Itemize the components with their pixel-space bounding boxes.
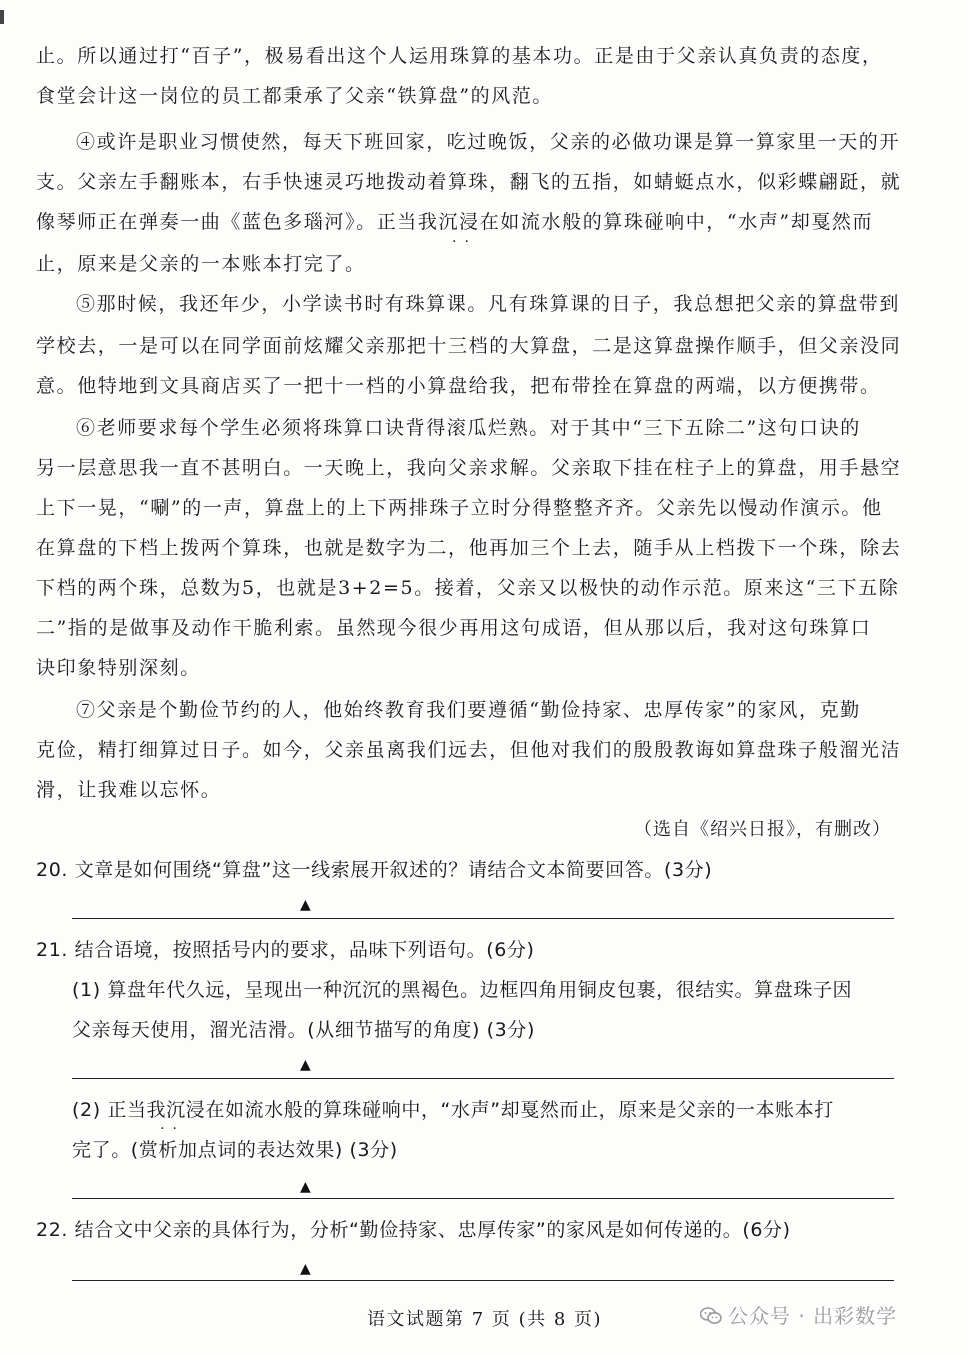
paragraph-7-start: ⑦父亲是个勤俭节约的人，他始终教育我们要遵循“勤俭持家、忠厚传家”的家风，克勤 (76, 699, 861, 721)
passage-line: 另一层意思我一直不甚明白。一天晚上，我向父亲求解。父亲取下挂在柱子上的算盘，用手悬空 (36, 457, 902, 479)
passage-line: 在算盘的下档上拨两个算珠，也就是数字为二，他再加三个上去，随手从上档拨下一个珠，除去 (36, 537, 902, 559)
passage-line: 下档的两个珠，总数为5，也就是3+2=5。接着，父亲又以极快的动作示范。原来这“三下五除 (36, 577, 900, 599)
passage-source: （选自《绍兴日报》，有删改） (634, 819, 891, 840)
question-21-part-2-cont: 完了。(赏析加点词的表达效果) (3分) (72, 1139, 398, 1161)
question-22: 22. 结合文中父亲的具体行为，分析“勤俭持家、忠厚传家”的家风是如何传递的。(6分) (36, 1219, 791, 1241)
question-21-part-1: (1) 算盘年代久远，呈现出一种沉沉的黑褐色。边框四角用铜皮包裹，很结实。算盘珠子因 (72, 979, 853, 1001)
answer-marker-triangle: ▲ (300, 1261, 311, 1277)
passage-line: 二”指的是做事及动作干脆利索。虽然现今很少再用这句成语，但从那以后，我对这句珠算口 (36, 617, 872, 639)
passage-line: 上下一晃，“唰”的一声，算盘上的上下两排珠子立时分得整整齐齐。父亲先以慢动作演示。他 (36, 497, 883, 519)
passage-line: 止。所以通过打“百子”，极易看出这个人运用珠算的基本功。正是由于父亲认真负责的态度， (36, 45, 883, 67)
watermark-text: 公众号 · 出彩数学 (728, 1304, 898, 1328)
question-20: 20. 文章是如何围绕“算盘”这一线索展开叙述的？请结合文本简要回答。(3分) (36, 859, 713, 881)
page-footer: 语文试题第 7 页 (共 8 页) (366, 1309, 603, 1330)
question-21-part-1-cont: 父亲每天使用，溜光洁滑。(从细节描写的角度) (3分) (72, 1019, 535, 1041)
answer-line-22[interactable] (72, 1280, 894, 1281)
emphasis-dots: ·· (160, 1121, 185, 1137)
paragraph-4-start: ④或许是职业习惯使然，每天下班回家，吃过晚饭，父亲的必做功课是算一算家里一天的开 (76, 131, 901, 153)
scan-edge-mark (0, 10, 4, 24)
answer-marker-triangle: ▲ (300, 1057, 311, 1073)
passage-line: 意。他特地到文具商店买了一把十一档的小算盘给我，把布带拴在算盘的两端，以方便携带。 (36, 375, 881, 397)
emphasis-dots: ·· (452, 234, 477, 250)
question-21-part-2: (2) 正当我沉浸在如流水般的算珠碰响中，“水声”却戛然而止，原来是父亲的一本账本打 (72, 1099, 834, 1121)
answer-marker-triangle: ▲ (300, 1179, 311, 1195)
answer-marker-triangle: ▲ (300, 897, 311, 913)
answer-line-21-2[interactable] (72, 1198, 894, 1199)
passage-line: 支。父亲左手翻账本，右手快速灵巧地拨动着算珠，翻飞的五指，如蜻蜓点水，似彩蝶翩跹，就 (36, 171, 902, 193)
answer-line-21-1[interactable] (72, 1078, 894, 1079)
watermark (700, 1300, 897, 1329)
question-21: 21. 结合语境，按照括号内的要求，品味下列语句。(6分) (36, 939, 535, 961)
passage-line: 滑，让我难以忘怀。 (36, 779, 222, 801)
paragraph-5-start: ⑤那时候，我还年少，小学读书时有珠算课。凡有珠算课的日子，我总想把父亲的算盘带到 (76, 293, 901, 315)
answer-line-20[interactable] (72, 918, 894, 919)
passage-line: 止，原来是父亲的一本账本打完了。 (36, 253, 366, 275)
paragraph-6-start: ⑥老师要求每个学生必须将珠算口诀背得滚瓜烂熟。对于其中“三下五除二”这句口诀的 (76, 417, 861, 439)
passage-line: 食堂会计这一岗位的员工都秉承了父亲“铁算盘”的风范。 (36, 85, 554, 107)
passage-line: 学校去，一是可以在同学面前炫耀父亲那把十三档的大算盘，二是这算盘操作顺手，但父亲没同 (36, 335, 902, 357)
passage-line: 克俭，精打细算过日子。如今，父亲虽离我们远去，但他对我们的殷殷教诲如算盘珠子般溜光洁 (36, 739, 902, 761)
wechat-icon (700, 1306, 722, 1324)
passage-line: 像琴师正在弹奏一曲《蓝色多瑙河》。正当我沉浸在如流水般的算珠碰响中，“水声”却戛然而 (36, 211, 874, 233)
passage-line: 诀印象特别深刻。 (36, 657, 201, 679)
